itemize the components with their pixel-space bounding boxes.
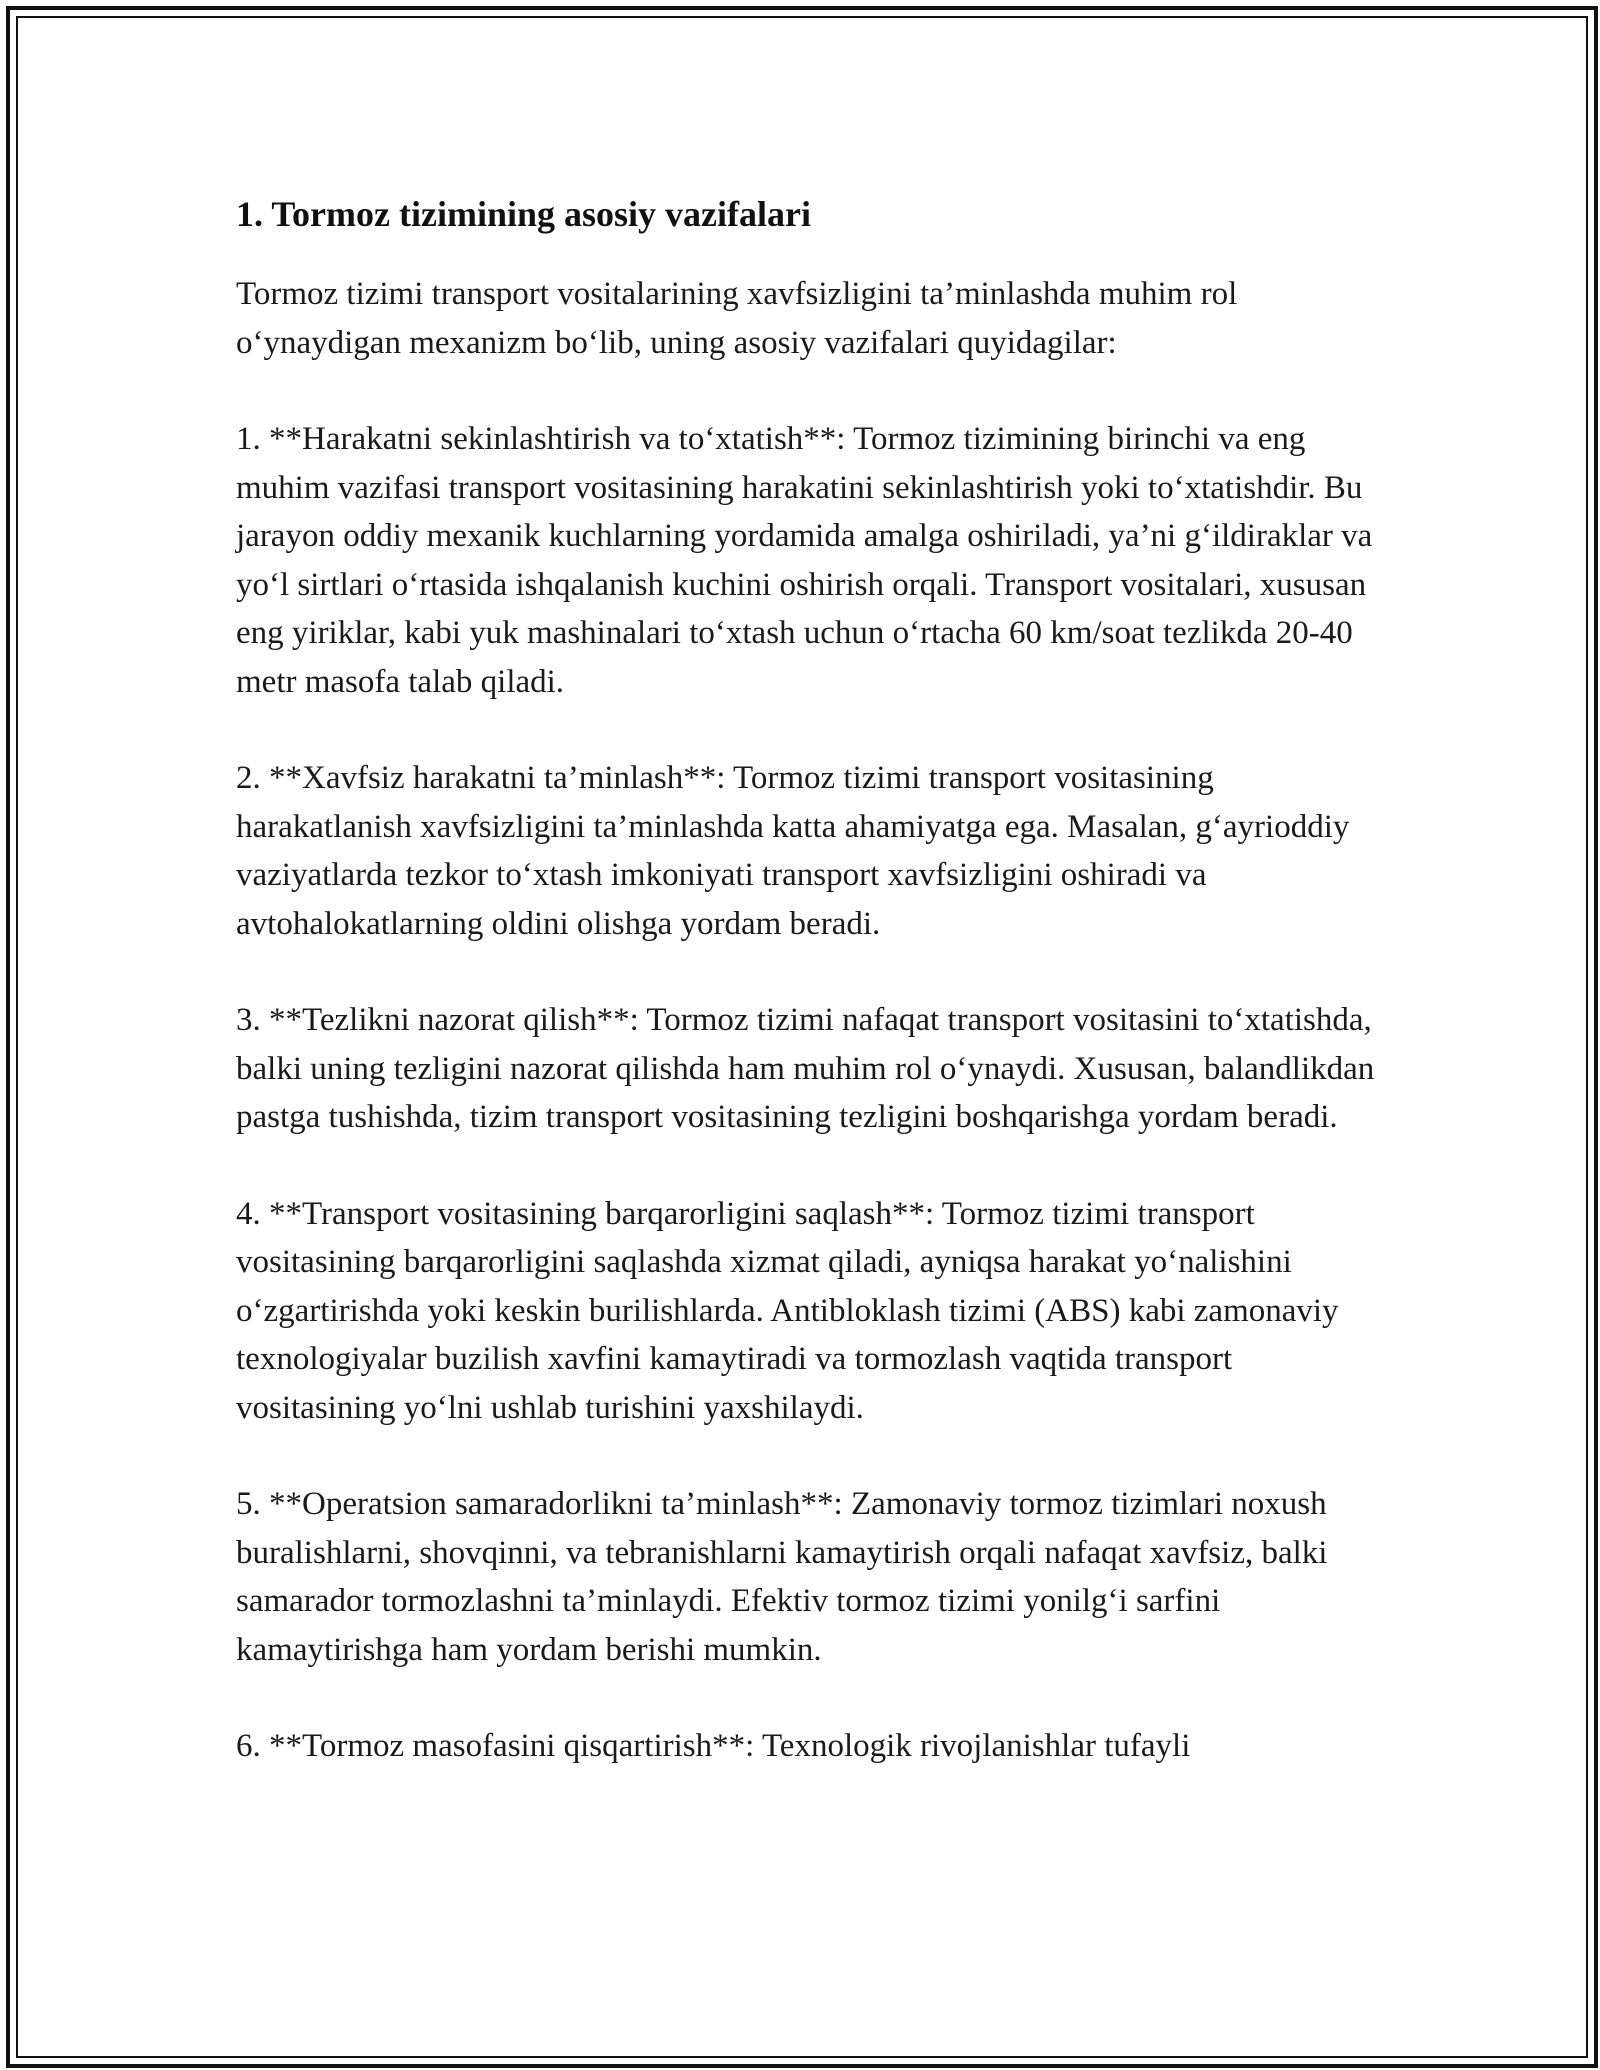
paragraph-item-5: 5. **Operatsion samaradorlikni ta’minlash**: Zamonaviy tormoz tizimlari noxush buralishlarni, shovqinni, va tebranishlarni kamaytirish orqali nafaqat xavfsiz, balki samarador tormozlashni ta’minlaydi. Efektiv tormoz tizimi yonilg‘i sarfini kamaytirishga ham yordam berishi mumkin. [236,1486,1328,1668]
paragraph-item-2: 2. **Xavfsiz harakatni ta’minlash**: Tormoz tizimi transport vositasining harakatlanish xavfsizligini ta’minlashda katta ahamiyatga ega. Masalan, g‘ayrioddiy vaziyatlarda tezkor to‘xtash imkoniyati transport xavfsizligini oshiradi va avtohalokatlarning oldini olishga yordam beradi. [236,760,1350,942]
paragraph-item-6: 6. **Tormoz masofasini qisqartirish**: Texnologik rivojlanishlar tufayli [236,1728,1191,1764]
paragraph-item-4: 4. **Transport vositasining barqarorligini saqlash**: Tormoz tizimi transport vositasining barqarorligini saqlashda xizmat qiladi, ayniqsa harakat yo‘nalishini o‘zgartirishda yoki keskin burilishlarda. Antibloklash tizimi (ABS) kabi zamonaviy texnologiyalar buzilish xavfini kamaytiradi va tormozlash vaqtida transport vositasining yo‘lni ushlab turishini yaxshilaydi. [236,1195,1339,1426]
paragraph-item-1: 1. **Harakatni sekinlashtirish va to‘xtatish**: Tormoz tizimining birinchi va eng muhim vazifasi transport vositasining harakatini sekinlashtirish yoki to‘xtatishdir. Bu jarayon oddiy mexanik kuchlarning yordamida amalga oshiriladi, ya’ni g‘ildiraklar va yo‘l sirtlari o‘rtasida ishqalanish kuchini oshirish orqali. Transport vositalari, xususan eng yiriklar, kabi yuk mashinalari to‘xtash uchun o‘rtacha 60 km/soat tezlikda 20-40 metr masofa talab qiladi. [236,421,1373,700]
section-heading: 1. Tormoz tizimining asosiy vazifalari [236,194,811,234]
document-body [236,186,1376,1819]
paragraph-item-3: 3. **Tezlikni nazorat qilish**: Tormoz tizimi nafaqat transport vositasini to‘xtatishda, balki uning tezligini nazorat qilishda ham muhim rol o‘ynaydi. Xususan, balandlikdan pastga tushishda, tizim transport vositasining tezligini boshqarishga yordam beradi. [236,1002,1375,1135]
intro-paragraph: Tormoz tizimi transport vositalarining xavfsizligini ta’minlashda muhim rol o‘ynaydigan mexanizm bo‘lib, uning asosiy vazifalari quyidagilar: [236,276,1238,361]
